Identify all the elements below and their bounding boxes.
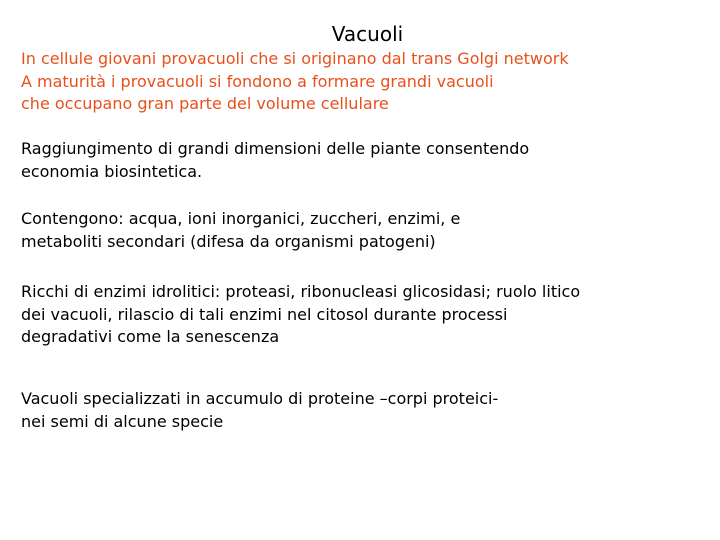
intro-text — [21, 48, 711, 116]
paragraph-line: economia biosintetica. — [21, 161, 203, 181]
paragraph-dimensions — [21, 138, 711, 183]
paragraph-line: nei semi di alcune specie — [21, 411, 224, 431]
paragraph-line: Ricchi di enzimi idrolitici: proteasi, ribonucleasi glicosidasi; ruolo litico — [21, 282, 581, 301]
paragraph-line: Vacuoli specializzati in accumulo di proteine –corpi proteici- — [21, 389, 499, 408]
paragraph-line: Raggiungimento di grandi dimensioni delle piante consentendo — [21, 139, 530, 158]
intro-line: che occupano gran parte del volume cellulare — [21, 94, 389, 113]
slide-title: Vacuoli — [331, 22, 404, 46]
paragraph-line: dei vacuoli, rilascio di tali enzimi nel citosol durante processi — [21, 304, 508, 324]
paragraph-contents — [21, 208, 711, 253]
paragraph-line: Contengono: acqua, ioni inorganici, zuccheri, enzimi, e — [21, 209, 461, 228]
paragraph-line: metaboliti secondari (difesa da organismi patogeni) — [21, 231, 436, 251]
paragraph-specialized-vacuoles — [21, 388, 711, 433]
intro-line: A maturità i provacuoli si fondono a formare grandi vacuoli — [21, 71, 494, 91]
paragraph-enzymes — [21, 281, 711, 349]
paragraph-line: degradativi come la senescenza — [21, 327, 280, 346]
intro-line: In cellule giovani provacuoli che si originano dal trans Golgi network — [21, 49, 569, 68]
